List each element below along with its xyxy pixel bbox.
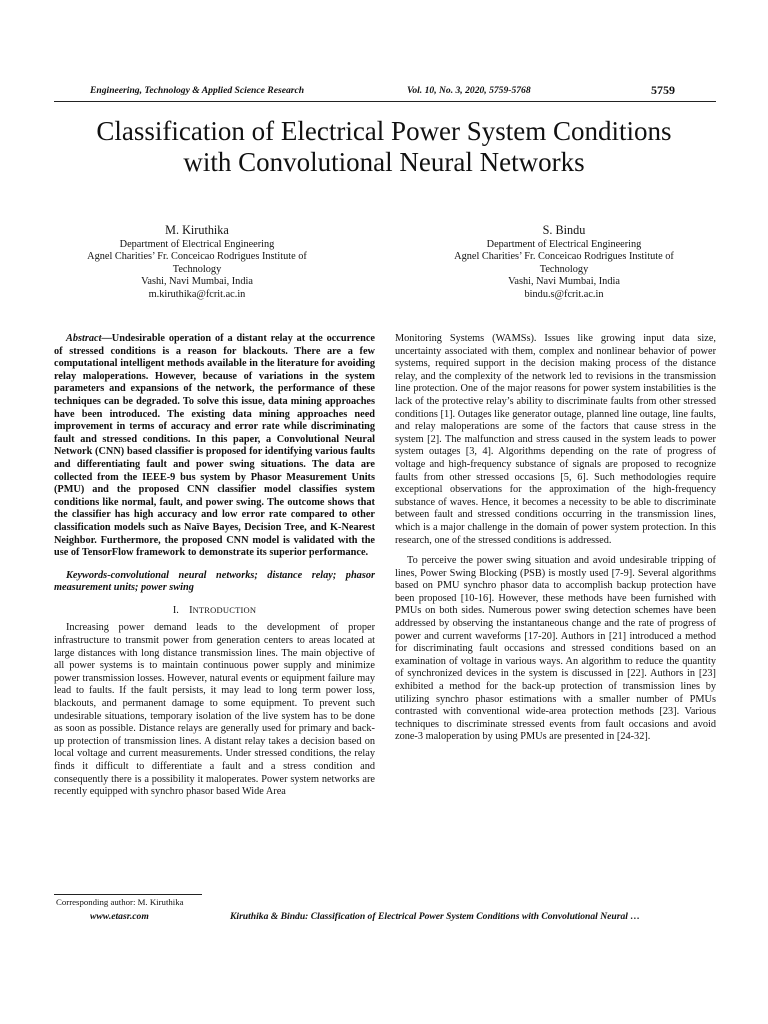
footnote-rule: [54, 894, 202, 895]
author-institution-cont: Technology: [539, 263, 589, 275]
keywords: Keywords-convolutional neural networks; distance relay; phasor measurement units; power swing: [54, 569, 375, 594]
author-name: S. Bindu: [542, 223, 586, 237]
journal-name: Engineering, Technology & Applied Science Research: [90, 85, 305, 96]
footer-website[interactable]: www.etasr.com: [90, 911, 149, 922]
author-city: Vashi, Navi Mumbai, India: [508, 276, 620, 288]
page-number: 5759: [651, 83, 675, 97]
section-numeral: I.: [172, 604, 179, 616]
author-email[interactable]: m.kiruthika@fcrit.ac.in: [148, 288, 246, 300]
left-column: [54, 333, 375, 799]
section-title-rest: NTRODUCTION: [192, 604, 257, 615]
paper-title: [40, 116, 728, 178]
title-line-1: Classification of Electrical Power System Conditions: [96, 116, 672, 146]
section-heading-introduction: [54, 604, 375, 618]
header-rule: [54, 101, 716, 102]
author-department: Department of Electrical Engineering: [486, 238, 642, 250]
running-header: [90, 85, 675, 99]
author-department: Department of Electrical Engineering: [119, 238, 275, 250]
author-name: M. Kiruthika: [165, 223, 229, 237]
author-institution-cont: Technology: [172, 263, 222, 275]
title-line-2: with Convolutional Neural Networks: [183, 147, 585, 177]
volume-info: Vol. 10, No. 3, 2020, 5759-5768: [407, 85, 531, 96]
author-institution: Agnel Charities’ Fr. Conceicao Rodrigues Institute of: [87, 251, 307, 263]
abstract-label: Abstract: [66, 333, 102, 344]
right-paragraph-1: Monitoring Systems (WAMSs). Issues like growing input data size, uncertainty associated with them, complex and nonlinear behavior of power systems, required support in the decision making process of the distance relay, and the complexity of the network led to revisions in the transmission line protection. One of the major reasons for power system instabilities is the lack of the protective relay’s ability to discriminate faults from other stressed conditions [1]. Outages like generator outage, planned line outage, line faults, and relay maloperations are some of the factors that cause stress in the system [2]. The malfunction and stress caused in the system leads to power system outages [3, 4]. Algorithms depending on the rate of progress of voltage and high-frequency substance of signals are proposed to recognize faults from other stressed occasions [5, 6]. Such methodologies require exceptional observations for the approximation of the high-frequency substance of waves. Hence, it becomes a necessity to be able to discriminate between fault and stressed conditions occurring in the transmission lines, which is a major challenge in the domain of power system protection. In this research, one of the stressed conditions is addressed.: [395, 333, 716, 546]
footer-citation: Kiruthika & Bindu: Classification of Electrical Power System Conditions with Convolutional Neural …: [230, 911, 640, 922]
corresponding-author-note: Corresponding author: M. Kiruthika: [56, 897, 184, 907]
author-email[interactable]: bindu.s@fcrit.ac.in: [524, 288, 604, 300]
author-city: Vashi, Navi Mumbai, India: [141, 276, 253, 288]
section-initial: I: [189, 604, 193, 616]
abstract: [54, 333, 375, 560]
author-block-2: [414, 224, 714, 302]
running-footer: [90, 911, 712, 925]
intro-paragraph-1: Increasing power demand leads to the development of proper infrastructure to transmit power from generation centers to areas located at large distances with long distance transmission lines. The main objective of all power systems is to maintain continuous power supply and minimize power transmission losses. However, natural events or equipment failure may lead to faults. If the fault persists, it may lead to long term power loss, blackouts, and permanent damage to some equipment. To prevent such undesirable situations, temporary isolation of the live system has to be done as soon as possible. Distance relays are generally used for primary and back-up protection of transmission lines. A distant relay takes a decision based on local voltage and current measurements. Under stressed conditions, the relay finds it difficult to differentiate a fault and a stress condition and consequently there is a possibility it maloperates. Power system networks are recently equipped with synchro phasor based Wide Area: [54, 622, 375, 798]
abstract-text: —Undesirable operation of a distant relay at the occurrence of stressed conditions is a reason for blackouts. There are a few computational intelligent methods available in the literature for avoiding relay maloperations. However, because of variations in the system parameters and expansions of the network, the performance of these techniques can be degraded. To solve this issue, data mining approaches have been introduced. The existing data mining approaches need improvement in terms of accuracy and error rate while discriminating fault and stressed conditions. In this paper, a Convolutional Neural Network (CNN) based classifier is proposed for identifying various faults and differentiating fault and power swing situations. The data are collected from the IEEE-9 bus system by Phasor Measurement Units (PMU) and the proposed CNN classifier model classifies system conditions like normal, fault, and power swing. The outcome shows that the classifier has high accuracy and low error rate compared to other classification models such as Naïve Bayes, Decision Tree, and K-Nearest Neighbor. Furthermore, the proposed CNN model is validated with the use of TensorFlow framework to demonstrate its superior performance.: [54, 333, 375, 559]
right-paragraph-2: To perceive the power swing situation and avoid undesirable tripping of lines, Power Swing Blocking (PSB) is mostly used [7-9]. Several algorithms based on PMU synchro phasor data to accomplish backup protection have been proposed [10-16]. However, these methods have been furnished with PMUs on both sides. Numerous power swing detection schemes have been addressed by observing the instantaneous change and the rate of progress of power and current waveforms [17-20]. Authors in [21] introduced a method for discriminating fault occasions and stressed conditions based on an examination of voltage in various ways. An algorithm to reduce the quantity of synchronized devices in the system is discussed in [22]. Authors in [23] exhibited a method for the back-up protection of transmission lines by utilizing synchro phasor estimations with a smaller number of PMUs contrasted with conventional wide-area protection methods [23]. Various techniques to discriminate stressed events from fault occasions and avoid zone-3 maloperation by using PMUs are presented in [24-32].: [395, 555, 716, 743]
author-institution: Agnel Charities’ Fr. Conceicao Rodrigues Institute of: [454, 251, 674, 263]
right-column: [395, 333, 716, 744]
author-block-1: [47, 224, 347, 302]
